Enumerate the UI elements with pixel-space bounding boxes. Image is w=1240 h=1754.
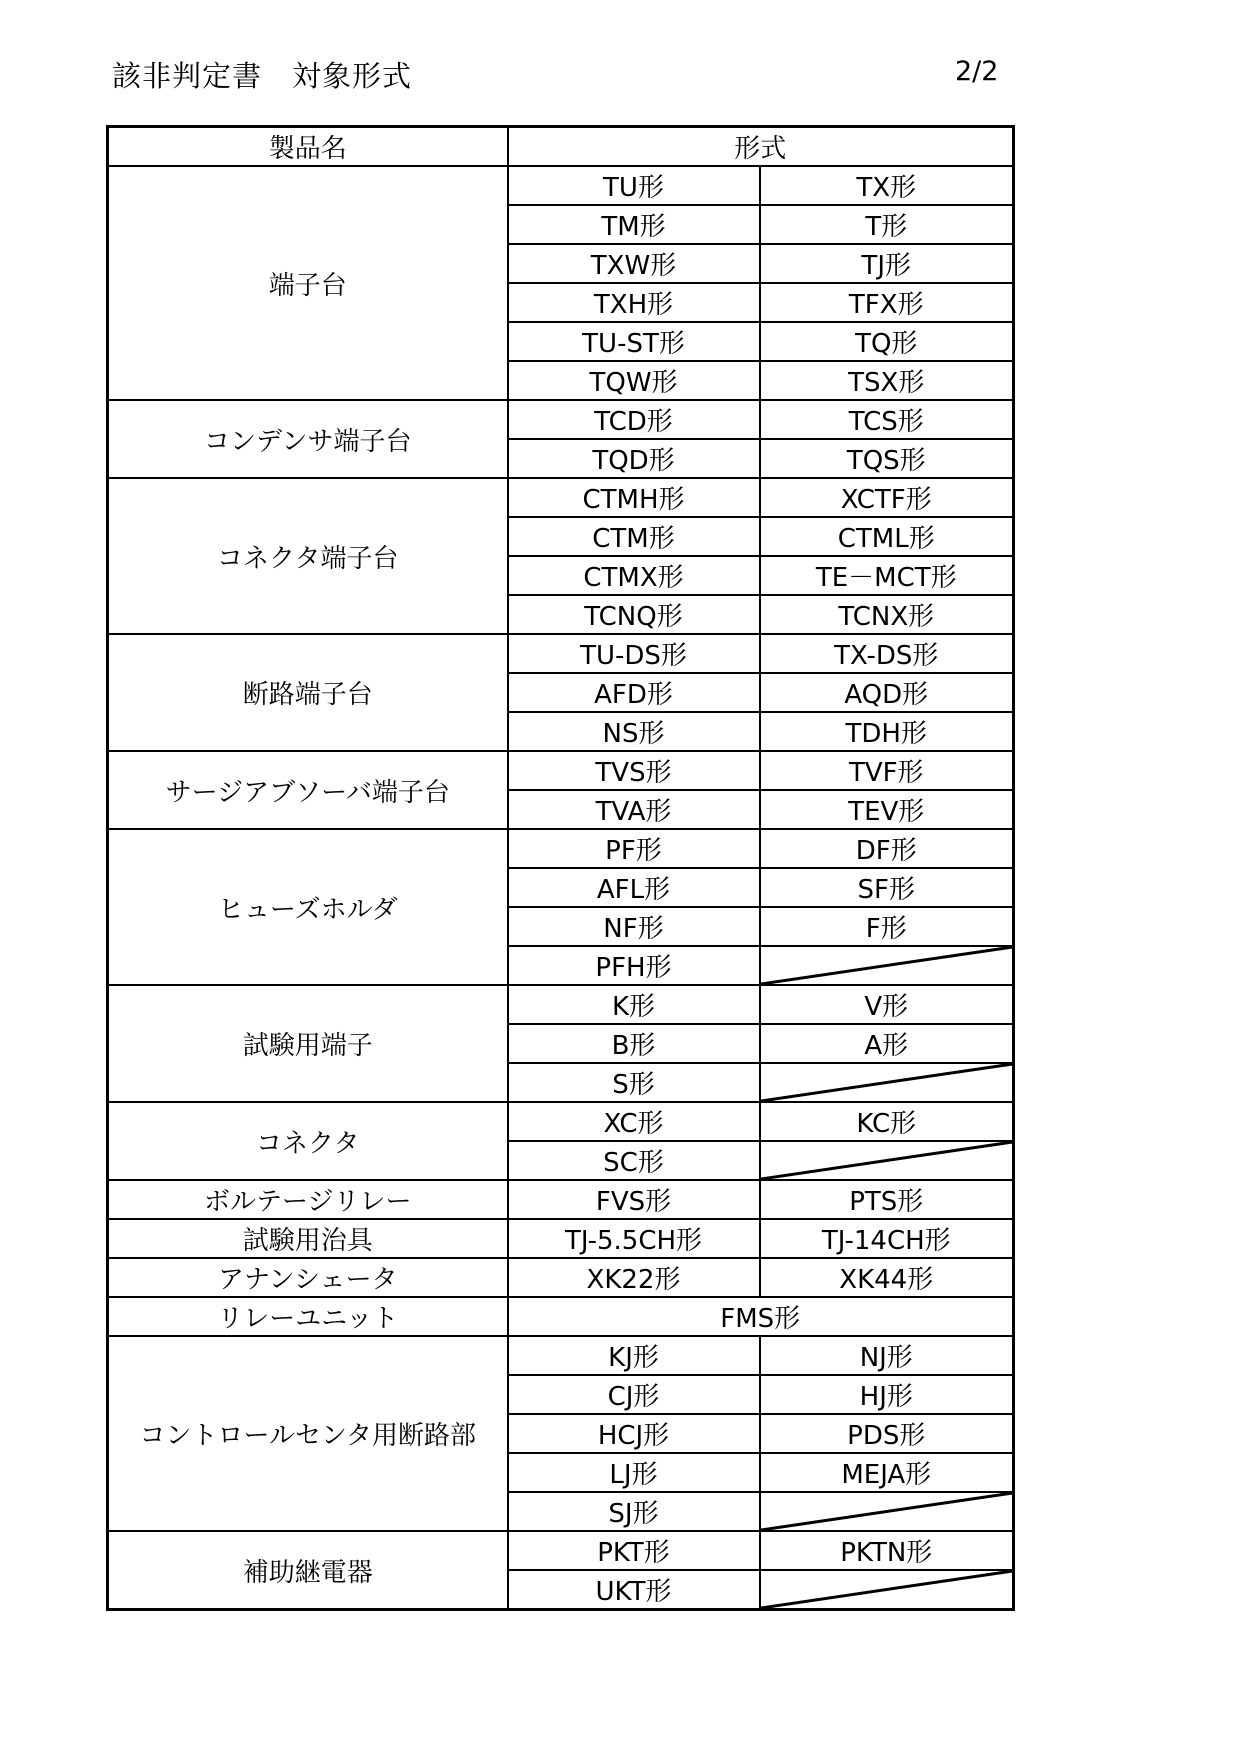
model-cell: XCTF形 — [760, 478, 1014, 517]
table-row — [108, 1180, 1014, 1219]
model-cell: AQD形 — [760, 673, 1014, 712]
model-cell: XK22形 — [508, 1258, 760, 1297]
model-cell: NF形 — [508, 907, 760, 946]
product-name-cell: コネクタ — [108, 1102, 508, 1180]
model-cell: TXW形 — [508, 244, 760, 283]
table-row — [108, 634, 1014, 673]
model-cell: TCNX形 — [760, 595, 1014, 634]
table-row — [108, 478, 1014, 517]
model-cell: TVA形 — [508, 790, 760, 829]
document-title: 該非判定書 対象形式 — [112, 59, 413, 93]
empty-cell — [760, 1063, 1014, 1102]
product-name-cell: コネクタ端子台 — [108, 478, 508, 634]
diagonal-slash-icon — [761, 1493, 1013, 1530]
model-cell: V形 — [760, 985, 1014, 1024]
model-cell: TSX形 — [760, 361, 1014, 400]
model-cell: FMS形 — [508, 1297, 1014, 1336]
model-cell: HCJ形 — [508, 1414, 760, 1453]
model-cell: SF形 — [760, 868, 1014, 907]
model-cell: DF形 — [760, 829, 1014, 868]
model-cell: PF形 — [508, 829, 760, 868]
diagonal-slash-icon — [761, 947, 1013, 984]
model-cell: PFH形 — [508, 946, 760, 985]
empty-cell — [760, 1141, 1014, 1180]
model-cell: XK44形 — [760, 1258, 1014, 1297]
model-cell: PTS形 — [760, 1180, 1014, 1219]
table-row — [108, 1297, 1014, 1336]
table-row — [108, 1531, 1014, 1570]
model-cell: T形 — [760, 205, 1014, 244]
model-table — [106, 125, 1015, 1611]
model-cell: UKT形 — [508, 1570, 760, 1610]
model-cell: TQ形 — [760, 322, 1014, 361]
model-cell: PKT形 — [508, 1531, 760, 1570]
column-header-product: 製品名 — [108, 127, 508, 167]
product-name-cell: ボルテージリレー — [108, 1180, 508, 1219]
model-cell: TQW形 — [508, 361, 760, 400]
model-cell: LJ形 — [508, 1453, 760, 1492]
model-cell: SJ形 — [508, 1492, 760, 1531]
model-cell: TU形 — [508, 166, 760, 205]
product-name-cell: 端子台 — [108, 166, 508, 400]
model-cell: TCNQ形 — [508, 595, 760, 634]
model-cell: TJ-5.5CH形 — [508, 1219, 760, 1258]
model-cell: CJ形 — [508, 1375, 760, 1414]
empty-cell — [760, 1570, 1014, 1610]
column-header-model: 形式 — [508, 127, 1014, 167]
model-cell: FVS形 — [508, 1180, 760, 1219]
model-cell: NJ形 — [760, 1336, 1014, 1375]
table-row — [108, 751, 1014, 790]
product-name-cell: ヒューズホルダ — [108, 829, 508, 985]
model-cell: PDS形 — [760, 1414, 1014, 1453]
model-cell: B形 — [508, 1024, 760, 1063]
product-name-cell: コントロールセンタ用断路部 — [108, 1336, 508, 1531]
model-cell: A形 — [760, 1024, 1014, 1063]
model-cell: CTM形 — [508, 517, 760, 556]
model-cell: HJ形 — [760, 1375, 1014, 1414]
model-cell: CTMH形 — [508, 478, 760, 517]
empty-cell — [760, 946, 1014, 985]
table-row — [108, 985, 1014, 1024]
model-cell: TU-DS形 — [508, 634, 760, 673]
table-row — [108, 829, 1014, 868]
product-name-cell: コンデンサ端子台 — [108, 400, 508, 478]
product-name-cell: サージアブソーバ端子台 — [108, 751, 508, 829]
product-name-cell: 補助継電器 — [108, 1531, 508, 1610]
model-cell: NS形 — [508, 712, 760, 751]
model-cell: TJ形 — [760, 244, 1014, 283]
product-name-cell: アナンシェータ — [108, 1258, 508, 1297]
page-number: 2/2 — [955, 56, 999, 87]
model-cell: S形 — [508, 1063, 760, 1102]
product-name-cell: リレーユニット — [108, 1297, 508, 1336]
product-name-cell: 断路端子台 — [108, 634, 508, 751]
diagonal-slash-icon — [761, 1571, 1013, 1608]
model-cell: TJ-14CH形 — [760, 1219, 1014, 1258]
model-cell: AFL形 — [508, 868, 760, 907]
model-cell: AFD形 — [508, 673, 760, 712]
model-cell: TDH形 — [760, 712, 1014, 751]
table-header-row — [108, 127, 1014, 167]
model-cell: TEV形 — [760, 790, 1014, 829]
table-row — [108, 1336, 1014, 1375]
model-cell: TVF形 — [760, 751, 1014, 790]
model-cell: TVS形 — [508, 751, 760, 790]
model-cell: SC形 — [508, 1141, 760, 1180]
table-row — [108, 400, 1014, 439]
model-cell: CTMX形 — [508, 556, 760, 595]
table-row — [108, 166, 1014, 205]
model-cell: XC形 — [508, 1102, 760, 1141]
model-cell: TQD形 — [508, 439, 760, 478]
model-cell: TXH形 — [508, 283, 760, 322]
diagonal-slash-icon — [761, 1142, 1013, 1179]
model-cell: MEJA形 — [760, 1453, 1014, 1492]
table-row — [108, 1219, 1014, 1258]
model-cell: PKTN形 — [760, 1531, 1014, 1570]
model-cell: TM形 — [508, 205, 760, 244]
model-cell: CTML形 — [760, 517, 1014, 556]
model-cell: TX-DS形 — [760, 634, 1014, 673]
model-cell: KJ形 — [508, 1336, 760, 1375]
empty-cell — [760, 1492, 1014, 1531]
model-cell: TU-ST形 — [508, 322, 760, 361]
model-cell: F形 — [760, 907, 1014, 946]
model-cell: K形 — [508, 985, 760, 1024]
model-cell: TQS形 — [760, 439, 1014, 478]
table-body — [108, 166, 1014, 1610]
diagonal-slash-icon — [761, 1064, 1013, 1101]
product-name-cell: 試験用端子 — [108, 985, 508, 1102]
product-name-cell: 試験用治具 — [108, 1219, 508, 1258]
table-row — [108, 1102, 1014, 1141]
model-cell: TX形 — [760, 166, 1014, 205]
model-cell: TCS形 — [760, 400, 1014, 439]
model-cell: TCD形 — [508, 400, 760, 439]
model-cell: TE－MCT形 — [760, 556, 1014, 595]
model-cell: TFX形 — [760, 283, 1014, 322]
model-cell: KC形 — [760, 1102, 1014, 1141]
table-row — [108, 1258, 1014, 1297]
